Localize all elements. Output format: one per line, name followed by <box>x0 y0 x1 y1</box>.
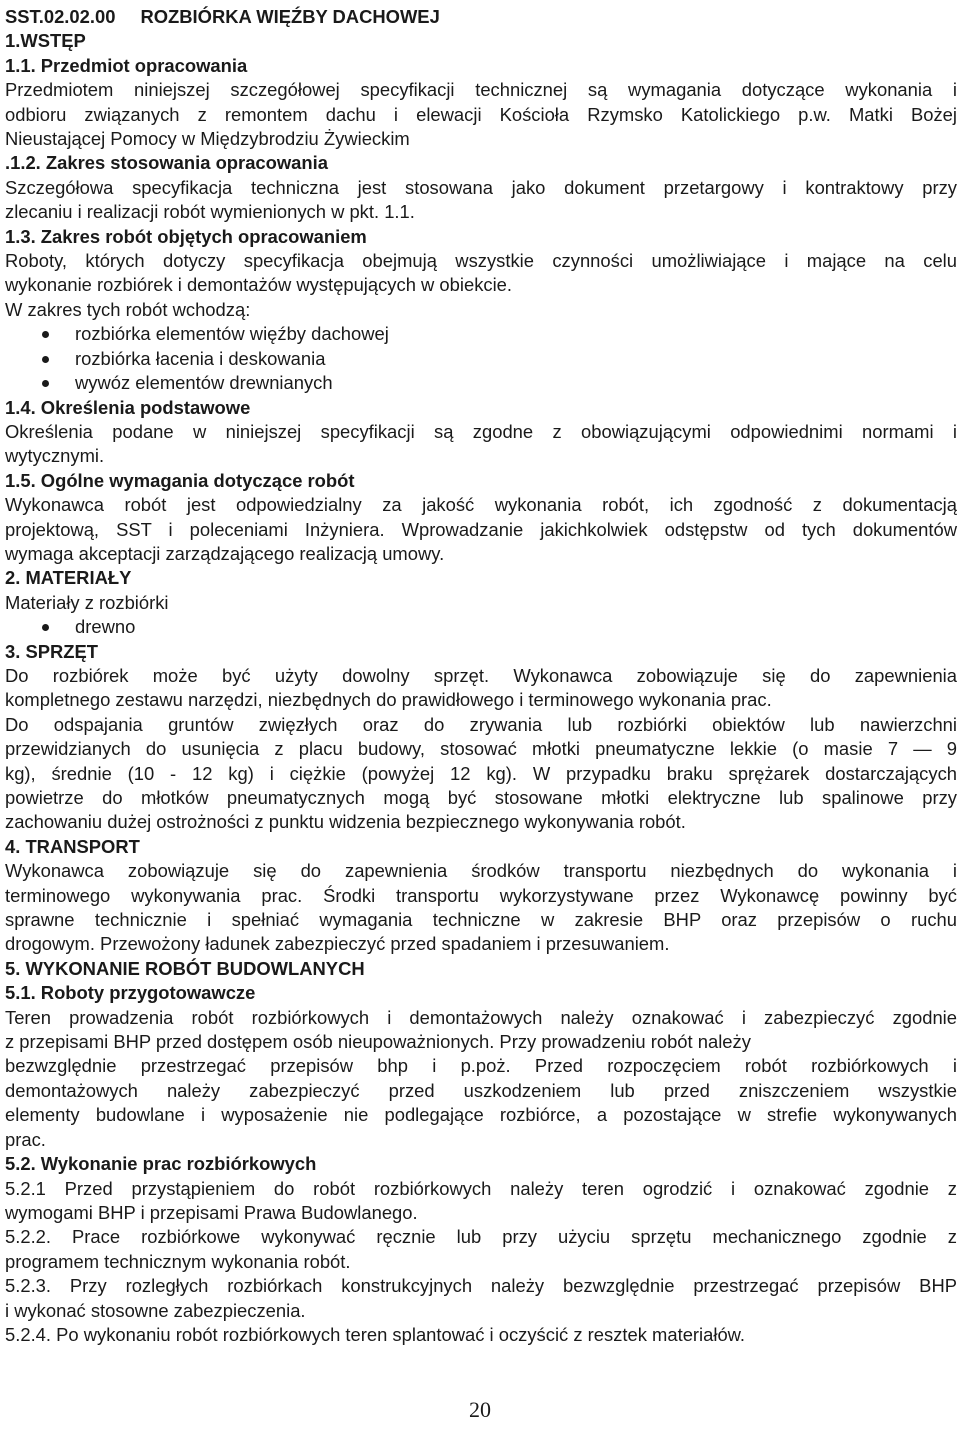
bullet-icon <box>42 624 49 631</box>
paragraph-line: bezwzględnie przestrzegać przepisów bhp i p.poż. Przed rozpoczęciem robót rozbiórkowych i <box>5 1055 957 1077</box>
section-heading-5: 5. WYKONANIE ROBÓT BUDOWLANYCH <box>5 957 365 979</box>
bullet-icon <box>42 356 49 363</box>
paragraph-line: 5.2.4. Po wykonaniu robót rozbiórkowych teren splantować i oczyścić z resztek materiałów. <box>5 1323 746 1345</box>
list-item-text: rozbiórka łacenia i deskowania <box>75 347 326 369</box>
paragraph-line: 5.2.1 Przed przystąpieniem do robót rozbiórkowych należy teren ogrodzić i oznakować zgodnie z <box>5 1177 957 1199</box>
section-heading-1-3: 1.3. Zakres robót objętych opracowaniem <box>5 225 367 247</box>
paragraph-line: W zakres tych robót wchodzą: <box>5 298 251 320</box>
paragraph-line: programem technicznym wykonania robót. <box>5 1250 351 1272</box>
section-heading-2: 2. MATERIAŁY <box>5 567 132 589</box>
section-heading-5-2: 5.2. Wykonanie prac rozbiórkowych <box>5 1153 317 1175</box>
list-item <box>5 371 957 395</box>
list-item-text: wywóz elementów drewnianych <box>75 372 333 394</box>
paragraph-line: Nieustającej Pomocy w Międzybrodziu Żywieckim <box>5 128 410 150</box>
list-item-text: drewno <box>75 616 136 638</box>
paragraph-line: Wykonawca robót jest odpowiedzialny za jakość wykonania robót, ich zgodność z dokumentacją <box>5 494 957 516</box>
paragraph-line: kg), średnie (10 - 12 kg) i ciężkie (powyżej 12 kg). W przypadku braku sprężarek dostarczających <box>5 762 957 784</box>
bullet-icon <box>42 380 49 387</box>
paragraph-line: wymogami BHP i przepisami Prawa Budowlanego. <box>5 1201 418 1223</box>
page-number: 20 <box>469 1397 491 1422</box>
paragraph-line: demontażowych należy zabezpieczyć przed uszkodzeniem lub przed zniszczeniem wszystkie <box>5 1079 957 1101</box>
paragraph-line: 5.2.2. Prace rozbiórkowe wykonywać ręcznie lub przy użyciu sprzętu mechanicznego zgodnie z <box>5 1226 957 1248</box>
paragraph-line: Do odspajania gruntów zwięzłych oraz do zrywania lub rozbiórki obiektów lub nawierzchni <box>5 713 957 735</box>
paragraph-line: Przedmiotem niniejszej szczegółowej specyfikacji technicznej są wymagania dotyczące wykonania i <box>5 79 957 101</box>
paragraph-line: Do rozbiórek może być użyty dowolny sprzęt. Wykonawca zobowiązuje się do zapewnienia <box>5 664 957 686</box>
section-heading-1-2: .1.2. Zakres stosowania opracowania <box>5 152 328 174</box>
paragraph-line: Wykonawca zobowiązuje się do zapewnienia środków transportu niezbędnych do wykonania i <box>5 860 957 882</box>
paragraph-line: Roboty, których dotyczy specyfikacja obejmują wszystkie czynności umożliwiające i mające na celu <box>5 250 957 272</box>
paragraph-line: z przepisami BHP przed dostępem osób nieupoważnionych. Przy prowadzeniu robót należy <box>5 1031 751 1053</box>
paragraph-line: wytycznymi. <box>5 445 105 467</box>
list-item <box>5 322 957 346</box>
section-heading-1: 1.WSTĘP <box>5 30 86 52</box>
paragraph-line: i wykonać stosowne zabezpieczenia. <box>5 1299 306 1321</box>
paragraph-line: drogowym. Przewożony ładunek zabezpieczyć przed spadaniem i przesuwaniem. <box>5 933 670 955</box>
bullet-icon <box>42 331 49 338</box>
paragraph-line: zachowaniu dużej ostrożności z punktu widzenia bezpiecznego wykonywania robót. <box>5 811 686 833</box>
paragraph-line: sprawne technicznie i spełniać wymagania techniczne w zakresie BHP oraz przepisów o ruchu <box>5 909 957 931</box>
paragraph-line: Materiały z rozbiórki <box>5 591 169 613</box>
paragraph-line: Szczegółowa specyfikacja techniczna jest stosowana jako dokument przetargowy i kontraktowy przy <box>5 176 957 198</box>
paragraph-line: Teren prowadzenia robót rozbiórkowych i demontażowych należy oznakować i zabezpieczyć zgodnie <box>5 1006 957 1028</box>
paragraph-line: przewidzianych do usunięcia z placu budowy, stosować młotki pneumatyczne lekkie (o masie 7 — 9 <box>5 738 957 760</box>
list-item-text: rozbiórka elementów więźby dachowej <box>75 323 389 345</box>
paragraph-line: 5.2.3. Przy rozległych rozbiórkach konstrukcyjnych należy bezwzględnie przestrzegać przepisów BHP <box>5 1275 957 1297</box>
paragraph-line: zlecaniu i realizacji robót wymienionych w pkt. 1.1. <box>5 201 415 223</box>
document-header <box>5 5 957 29</box>
paragraph-line: terminowego wykonywania prac. Środki transportu wykorzystywane przez Wykonawcę powinny być <box>5 884 957 906</box>
paragraph-line: Określenia podane w niniejszej specyfikacji są zgodne z obowiązującymi odpowiednimi normami i <box>5 420 957 442</box>
section-heading-1-4: 1.4. Określenia podstawowe <box>5 396 251 418</box>
section-heading-1-5: 1.5. Ogólne wymagania dotyczące robót <box>5 469 355 491</box>
section-heading-5-1: 5.1. Roboty przygotowawcze <box>5 982 256 1004</box>
paragraph-line: kompletnego zestawu narzędzi, niezbędnych do prawidłowego i terminowego wykonania prac. <box>5 689 772 711</box>
paragraph-line: projektową, SST i poleceniami Inżyniera. Wprowadzanie jakichkolwiek odstępstw od tych dokumentów <box>5 518 957 540</box>
spec-code: SST.02.02.00 <box>5 6 116 27</box>
document-page <box>5 5 957 1347</box>
paragraph-line: prac. <box>5 1128 46 1150</box>
paragraph-line: odbioru związanych z remontem dachu i elewacji Kościoła Rzymsko Katolickiego p.w. Matki Bożej <box>5 103 957 125</box>
list-item <box>5 615 957 639</box>
list-item <box>5 347 957 371</box>
section-heading-3: 3. SPRZĘT <box>5 640 98 662</box>
document-title: ROZBIÓRKA WIĘŹBY DACHOWEJ <box>140 6 440 27</box>
paragraph-line: elementy budowlane i wyposażenie nie podlegające rozbiórce, a pozostające w strefie wykonywanych <box>5 1104 957 1126</box>
paragraph-line: wymaga akceptacji zarządzającego realizacją umowy. <box>5 542 445 564</box>
section-heading-4: 4. TRANSPORT <box>5 835 140 857</box>
paragraph-line: wykonanie rozbiórek i demontażów występujących w obiekcie. <box>5 274 513 296</box>
paragraph-line: powietrze do młotków pneumatycznych mogą być stosowane młotki elektryczne lub spalinowe przy <box>5 787 957 808</box>
section-heading-1-1: 1.1. Przedmiot opracowania <box>5 54 248 76</box>
